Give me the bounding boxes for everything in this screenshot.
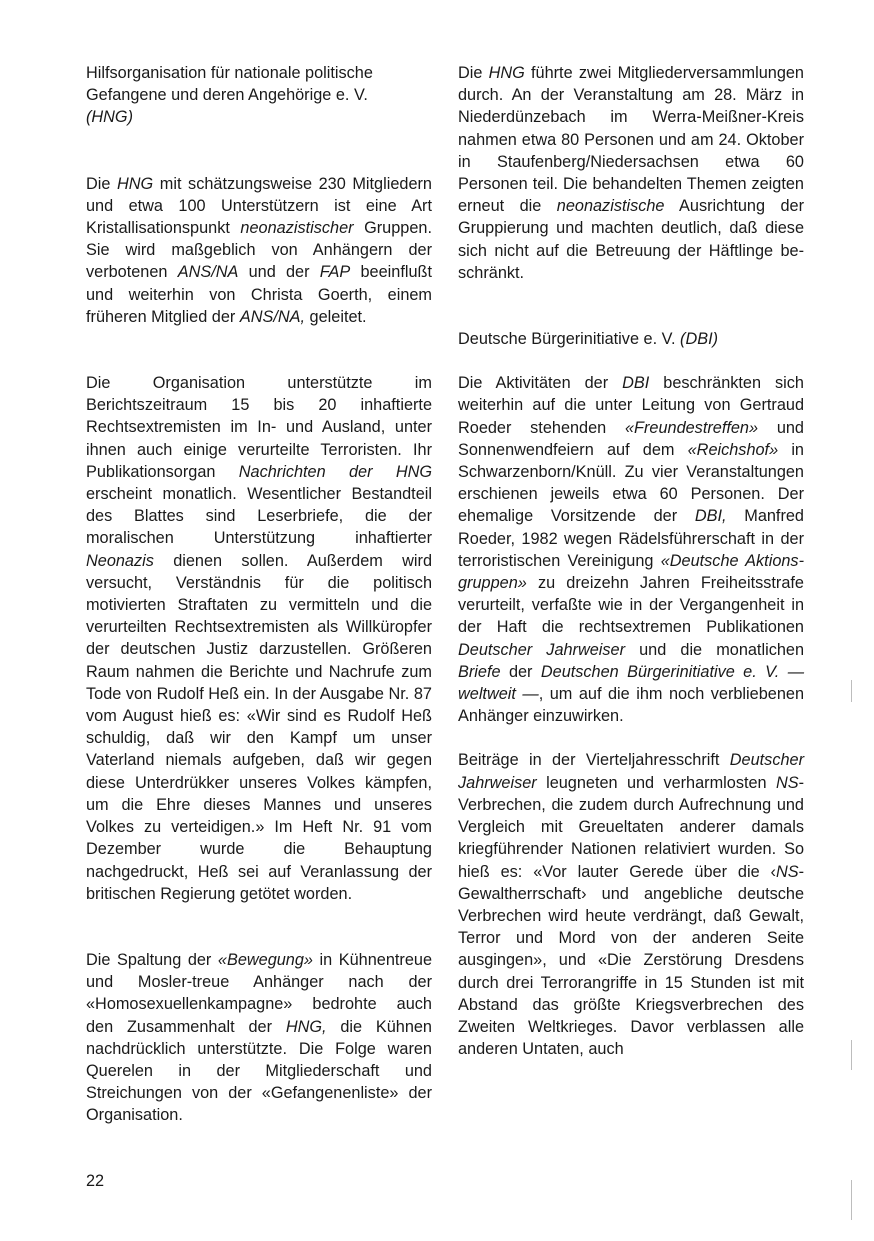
emphasis-text: Deutschen Bürgerinitiative e. V. — weltweit — <box>458 662 804 704</box>
emphasis-text: HNG <box>117 174 154 193</box>
body-text: zu dreizehn Jahren Freiheitsstrafe verurteilt, verfaßte wie in der Vergangenheit in der Haft die rechtsextremen Publikationen <box>458 574 804 637</box>
scan-edge-mark <box>851 1180 852 1220</box>
emphasis-text: DBI, <box>694 507 727 526</box>
body-text: und die monatlichen <box>625 640 804 659</box>
body-text: Ausrichtung der Gruppierung und machten deutlich, daß diese sich nicht auf die Betreuung der Häftlinge beschränkt. <box>458 197 804 282</box>
body-text: geleitet. <box>305 307 367 326</box>
body-text: leugneten und verharmlosten <box>536 773 776 792</box>
emphasis-text: neonazistische <box>556 197 665 216</box>
emphasis-text: «Deutsche Aktionsgruppen» <box>458 551 804 593</box>
hng-split-paragraph <box>86 949 432 1127</box>
body-text: dienen sollen. Außerdem wird versucht, Verständnis für die politisch motivierten Straftaten zu vermitteln und die verurteilten Rechtsextremisten als Willküropfer der deutschen Justiz darzustellen. Größeren Raum nahmen die Berichte und Nachrufe zum Tode von Rudolf Heß ein. In der Ausgabe Nr. 87 vom August hieß es: «Wir sind es Rudolf Heß schuldig, daß wir den Kampf um unser Vaterland niemals aufgeben, daß wir gegen diese Unterdrükker unseres Volkes kämpfen, um die Ehre dieses Mannes und unseres Volkes zu verteidigen.» Im Heft Nr. 91 vom Dezember wurde die Behauptung nachgedruckt, Heß sei auf Veranlassung der britischen Regierung getötet worden. <box>86 551 432 903</box>
emphasis-text: HNG <box>488 64 525 82</box>
body-text: in Kühnentreue und Mosler-treue Anhänger nach der «Homosexuellenkampagne» bedrohte auch den Zusammenhalt der <box>86 950 432 1036</box>
hng-meetings-paragraph <box>458 62 804 284</box>
hng-heading-title: Hilfsorganisation für nationale politische Gefangene und deren Angehörige e. V. <box>86 64 373 105</box>
body-text: die Kühnen nachdrücklich unterstützte. Die Folge waren Querelen in der Mitgliederschaft und Streichungen von der «Gefangenenliste» der Organisation. <box>86 1017 432 1125</box>
scan-edge-mark <box>851 680 852 702</box>
body-text: beschränkten sich weiterhin auf die unter Leitung von Gertraud Roeder stehenden <box>458 374 804 437</box>
body-text: Gruppen. Sie wird maßgeblich von Anhängern der verbotenen <box>86 219 432 282</box>
hng-section-heading <box>86 62 432 129</box>
body-text: mit schätzungsweise 230 Mitgliedern und etwa 100 Unterstützern ist eine Art Kristallisationspunkt <box>86 174 432 238</box>
emphasis-text: Deutscher Jahrweiser <box>458 751 804 792</box>
dbi-publications-paragraph <box>458 749 804 1060</box>
emphasis-text: neonazistischer <box>240 219 354 238</box>
emphasis-text: «Freundestreffen» <box>624 418 759 437</box>
dbi-heading-title: Deutsche Bürgerinitiative e. V. <box>458 330 676 349</box>
body-text: der <box>500 662 541 681</box>
body-text: Beiträge in der Vierteljahresschrift <box>458 751 730 770</box>
emphasis-text: NS <box>775 862 799 881</box>
emphasis-text: «Bewegung» <box>217 950 313 969</box>
dbi-activities-paragraph <box>458 372 804 727</box>
hng-heading-abbrev: (HNG) <box>86 108 134 127</box>
hng-membership-paragraph <box>86 173 432 328</box>
body-text: Die <box>86 174 118 193</box>
page-number: 22 <box>86 1172 105 1190</box>
emphasis-text: FAP <box>319 263 351 282</box>
body-text: , um auf die ihm noch verbliebenen Anhänger einzuwirken. <box>458 685 804 726</box>
emphasis-text: ANS/NA, <box>239 307 306 326</box>
emphasis-text: NS <box>775 773 799 792</box>
body-text: -Gewaltherrschaft› und angebliche deutsche Verbrechen wird heute verdrängt, daß Gewalt, Terror und Mord von der anderen Seite ausgingen», und «Die Zerstörung Dresdens durch drei Terrorangriffe in 15 Stunden ist mit Abstand das größte Kriegsverbrechen des Zweiten Weltkrieges. Davor verblassen alle anderen Untaten, auch <box>458 862 804 1059</box>
emphasis-text: Nachrichten der HNG <box>238 462 432 481</box>
body-text: und Sonnenwendfeiern auf dem <box>458 418 804 459</box>
body-text: Die Aktivitäten der <box>458 374 623 393</box>
body-text: Manfred Roeder, 1982 wegen Rädelsführerschaft in der terroristischen Vereinigung <box>458 507 804 570</box>
emphasis-text: «Reichshof» <box>687 440 779 459</box>
body-text: erscheint monatlich. Wesentlicher Bestandteil des Blattes sind Leserbriefe, die der moralischen Unterstützung inhaftierter <box>86 485 432 548</box>
body-text: und der <box>238 263 320 282</box>
left-column <box>86 62 432 1127</box>
dbi-section-heading <box>458 328 804 350</box>
body-text: führte zwei Mitgliederversammlungen durch. An der Veranstaltung am 28. März in Niederdünzebach im Werra-Meißner-Kreis nahmen etwa 80 Personen und am 24. Oktober in Staufenberg/Niedersachsen etwa 60 Personen teil. Die behandelten Themen zeigten erneut die <box>458 64 804 216</box>
body-text: Die Organisation unterstützte im Berichtszeitraum 15 bis 20 inhaftierte Rechtsextremisten im In- und Ausland, unter ihnen auch einige verurteilte Terroristen. Ihr Publikationsorgan <box>86 374 432 481</box>
emphasis-text: DBI <box>622 374 650 393</box>
body-text: beeinflußt und weiterhin von Christa Goerth, einem früheren Mitglied der <box>86 263 432 326</box>
body-text: in Schwarzenborn/Knüll. Zu vier Veranstaltungen erschienen jeweils etwa 60 Personen. Der ehemalige Vorsitzende der <box>458 440 804 526</box>
body-text: -Verbrechen, die zudem durch Aufrechnung und Vergleich mit Greueltaten anderer damals kriegführender Nationen relativiert wurden. So hieß es: «Vor lauter Gerede über die ‹ <box>458 773 804 881</box>
dbi-heading-abbrev: (DBI) <box>680 330 719 349</box>
emphasis-text: Deutscher Jahrweiser <box>458 640 626 659</box>
emphasis-text: HNG, <box>285 1017 327 1036</box>
emphasis-text: Briefe <box>458 662 501 681</box>
emphasis-text: ANS/NA <box>177 263 239 282</box>
body-text: Die <box>458 64 489 82</box>
hng-activities-paragraph <box>86 372 432 905</box>
right-column <box>458 62 804 1060</box>
scan-edge-mark <box>851 1040 852 1070</box>
emphasis-text: Neonazis <box>86 551 154 570</box>
body-text: Die Spaltung der <box>86 950 218 969</box>
